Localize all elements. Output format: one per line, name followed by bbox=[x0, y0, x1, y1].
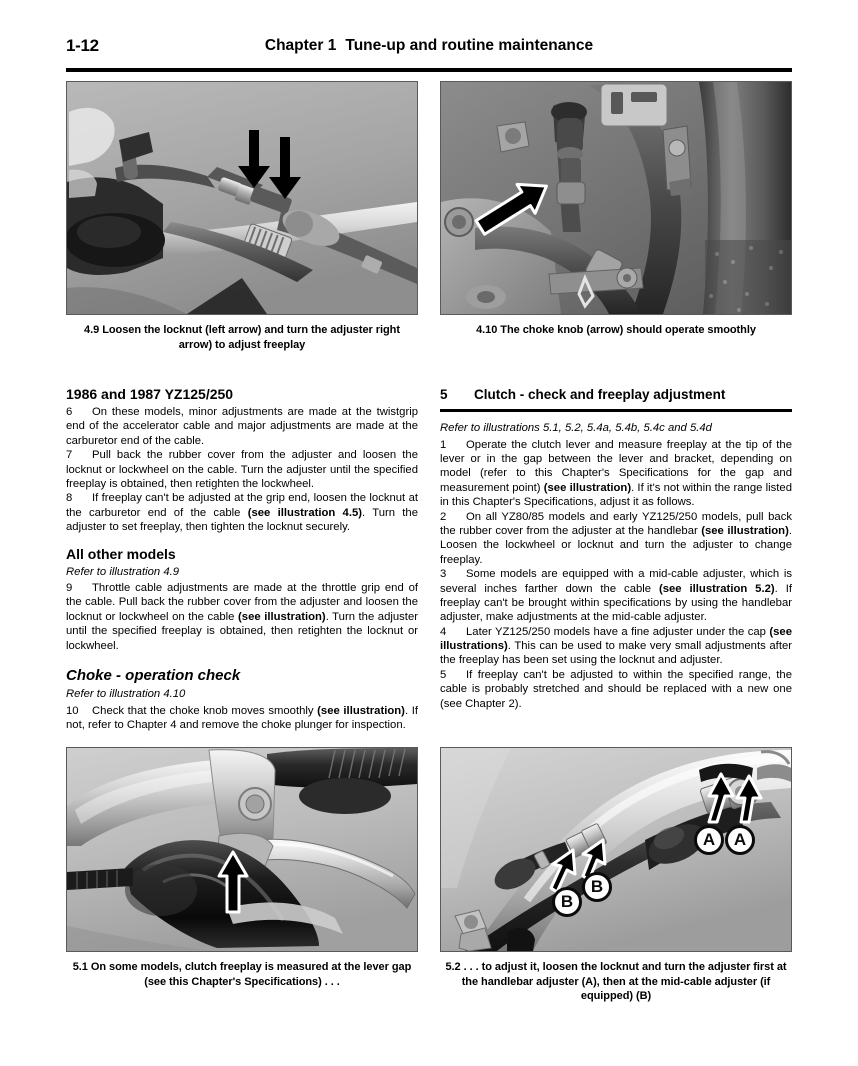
heading-all-other-models: All other models bbox=[66, 545, 176, 562]
clutch-paragraph-3 bbox=[440, 567, 792, 625]
paragraph-9-text-a: Throttle cable adjustments are made at the throttle grip end of the cable. Pull back the rubber cover from the adjuster and loosen the locknut or lockwheel on the cable bbox=[66, 582, 418, 623]
photo-choke-knob bbox=[440, 81, 792, 315]
clutch-paragraph-4-text-a: Later YZ125/250 models have a fine adjuster under the cap bbox=[466, 625, 770, 638]
refer-to-illustrations-5: Refer to illustrations 5.1, 5.2, 5.4a, 5.4b, 5.4c and 5.4d bbox=[440, 422, 712, 435]
photo-5-1-graphic bbox=[67, 748, 417, 951]
clutch-paragraph-2 bbox=[440, 510, 792, 568]
left-text-column bbox=[66, 386, 418, 732]
paragraph-7-number: 7 bbox=[66, 449, 73, 462]
clutch-paragraph-1-number: 1 bbox=[440, 438, 447, 451]
figure-5-2 bbox=[440, 747, 792, 1004]
paragraph-6-text: On these models, minor adjustments are made at the twistgrip end of the accelerator cable and major adjustments are made at the carburetor end of the cable. bbox=[66, 406, 418, 447]
paragraph-8-text-b: . Turn the adjuster to set freeplay, then tighten the locknut securely. bbox=[66, 506, 418, 534]
figure-5-1-number: 5.1 bbox=[72, 961, 88, 973]
heading-choke-operation-check: Choke - operation check bbox=[66, 667, 241, 685]
header-rule bbox=[66, 68, 792, 72]
right-text-column bbox=[440, 386, 792, 711]
figure-4-9 bbox=[66, 81, 418, 352]
clutch-paragraph-1-text-a: Operate the clutch lever and measure freeplay at the tip of the lever or in the gap between the lever and bracket, depending on model (refer to this Chapter's Specifications for the gap and measurement point) bbox=[440, 438, 792, 494]
photo-clutch-cable-adjusters bbox=[440, 747, 792, 952]
figure-4-9-caption-text: Loosen the locknut (left arrow) and turn the adjuster right arrow) to adjust freeplay bbox=[102, 324, 400, 351]
clutch-paragraph-4-number: 4 bbox=[440, 625, 447, 638]
refer-to-illustration-4-9: Refer to illustration 4.9 bbox=[66, 565, 180, 578]
photo-4-10-graphic bbox=[441, 82, 791, 314]
figure-4-9-caption bbox=[66, 323, 418, 352]
figure-5-2-caption bbox=[440, 960, 792, 1004]
figure-4-10-caption-text: The choke knob (arrow) should operate smoothly bbox=[500, 324, 756, 336]
figure-5-2-caption-text: . . . to adjust it, loosen the locknut and turn the adjuster first at the handlebar adjuster (A), then at the mid-cable adjuster (if equipped) (B) bbox=[461, 961, 787, 1003]
figure-5-1-caption-text: On some models, clutch freeplay is measured at the lever gap (see this Chapter's Specifications) . . . bbox=[90, 961, 412, 988]
clutch-paragraph-4-text-b: . This can be used to make very small adjustments after the freeplay has been set using the locknut and adjuster. bbox=[440, 640, 792, 667]
clutch-paragraph-4-illustration-ref: (see illustrations) bbox=[440, 625, 792, 653]
photo-clutch-lever-gap bbox=[66, 747, 418, 952]
photo-throttle-cable-adjuster bbox=[66, 81, 418, 315]
paragraph-9-number: 9 bbox=[66, 582, 73, 595]
page-header bbox=[66, 36, 792, 70]
paragraph-10-text-a: Check that the choke knob moves smoothly bbox=[92, 704, 318, 717]
clutch-paragraph-3-number: 3 bbox=[440, 568, 447, 581]
callout-a-handlebar-2: A bbox=[725, 825, 755, 855]
paragraph-8-illustration-ref: (see illustration 4.5) bbox=[247, 506, 363, 519]
callout-a-handlebar-1: A bbox=[694, 825, 724, 855]
clutch-paragraph-3-text-b: . If freeplay can't be brought within specifications by using the handlebar adjuster, make adjustments at the mid-cable adjuster. bbox=[440, 582, 792, 624]
figure-4-10 bbox=[440, 81, 792, 338]
section-5-number: 5 bbox=[440, 387, 448, 402]
paragraph-9-text-b: . Turn the adjuster until the specified freeplay is obtained, then retighten the locknut or lockwheel. bbox=[66, 610, 418, 652]
refer-to-illustration-4-10: Refer to illustration 4.10 bbox=[66, 688, 186, 701]
clutch-paragraph-2-number: 2 bbox=[440, 510, 447, 523]
clutch-paragraph-3-illustration-ref: (see illustration 5.2) bbox=[658, 582, 775, 595]
callout-b-midcable-2: B bbox=[582, 872, 612, 902]
figure-4-10-caption bbox=[440, 323, 792, 338]
clutch-paragraph-1 bbox=[440, 438, 792, 510]
photo-4-9-graphic bbox=[67, 82, 417, 314]
clutch-paragraph-1-text-b: . If it's not within the range listed in this Chapter's Specifications, adjust it as follows. bbox=[440, 481, 792, 509]
section-5-rule bbox=[440, 409, 792, 412]
clutch-paragraph-5 bbox=[440, 668, 792, 711]
heading-1986-1987-yz: 1986 and 1987 YZ125/250 bbox=[66, 386, 234, 402]
paragraph-10-text-b: . If not, refer to Chapter 4 and remove the choke plunger for inspection. bbox=[66, 704, 418, 732]
callout-b-midcable-1: B bbox=[552, 887, 582, 917]
figure-5-2-number: 5.2 bbox=[445, 961, 461, 973]
chapter-label: Chapter 1 bbox=[264, 37, 337, 54]
paragraph-8-number: 8 bbox=[66, 492, 73, 505]
paragraph-10-illustration-ref: (see illustration) bbox=[317, 704, 405, 717]
section-5-heading bbox=[440, 386, 792, 412]
paragraph-8-text-a: If freeplay can't be adjusted at the grip end, loosen the locknut at the carburetor end of the cable bbox=[66, 492, 418, 519]
page-number: 1-12 bbox=[66, 36, 99, 55]
paragraph-10 bbox=[66, 704, 418, 733]
clutch-paragraph-3-text-a: Some models are equipped with a mid-cable adjuster, which is several inches farther down the cable bbox=[440, 568, 792, 595]
paragraph-10-number: 10 bbox=[66, 704, 79, 717]
paragraph-7 bbox=[66, 448, 418, 491]
section-5-title: Clutch - check and freeplay adjustment bbox=[474, 387, 726, 402]
clutch-paragraph-1-illustration-ref: (see illustration) bbox=[543, 481, 632, 494]
paragraph-8 bbox=[66, 491, 418, 534]
chapter-title: Tune-up and routine maintenance bbox=[345, 37, 594, 54]
figure-4-10-number: 4.10 bbox=[476, 324, 498, 336]
paragraph-6 bbox=[66, 405, 418, 448]
paragraph-9-illustration-ref: (see illustration) bbox=[238, 610, 326, 623]
clutch-paragraph-5-number: 5 bbox=[440, 668, 447, 681]
clutch-paragraph-2-text-b: . Loosen the lockwheel or locknut and turn the adjuster to change freeplay. bbox=[440, 524, 792, 566]
clutch-paragraph-2-illustration-ref: (see illustration) bbox=[701, 524, 789, 537]
paragraph-6-number: 6 bbox=[66, 406, 73, 419]
figure-4-9-number: 4.9 bbox=[84, 324, 100, 336]
clutch-paragraph-5-text: If freeplay can't be adjusted to within the specified range, the cable is probably stretched and should be replaced with a new one (see Chapter 2). bbox=[440, 668, 792, 710]
page-title bbox=[66, 37, 792, 55]
paragraph-9 bbox=[66, 581, 418, 653]
figure-5-1 bbox=[66, 747, 418, 989]
figure-5-1-caption bbox=[66, 960, 418, 989]
paragraph-7-text: Pull back the rubber cover from the adjuster and loosen the locknut or lockwheel on the cable. Turn the adjuster until the specified freeplay is obtained, then retighten the lockwheel. bbox=[66, 449, 418, 491]
clutch-paragraph-2-text-a: On all YZ80/85 models and early YZ125/250 models, pull back the rubber cover from the adjuster at the handlebar bbox=[440, 510, 792, 537]
clutch-paragraph-4 bbox=[440, 625, 792, 668]
